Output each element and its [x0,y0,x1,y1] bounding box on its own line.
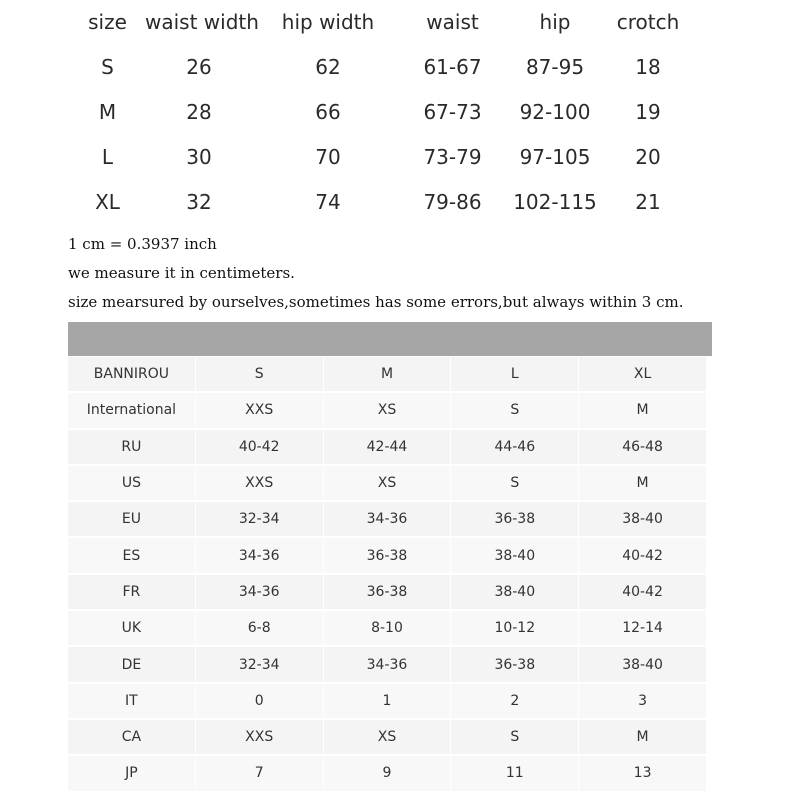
cell: 62 [315,55,341,79]
header-crotch: crotch [616,10,680,34]
cell: 38-40 [579,647,706,681]
cell: S [196,357,323,391]
cell: S [451,720,578,754]
cell: 26 [186,55,212,79]
note-error: size mearsured by ourselves,sometimes has some errors,but always within 3 cm. [68,293,684,311]
cell: 70 [315,145,341,169]
cell: 87-95 [525,55,585,79]
conversion-body [68,356,712,792]
row-label: DE [68,647,195,681]
cell: XL [579,357,706,391]
conversion-row [68,465,712,501]
cell: 38-40 [579,502,706,536]
cell: 20 [635,145,661,169]
cell: 44-46 [451,430,578,464]
header-waist: waist [426,10,479,34]
cell: 40-42 [579,538,706,572]
row-label: UK [68,611,195,645]
cell: XS [324,466,451,500]
cell: 34-36 [196,538,323,572]
header-hip: hip [539,10,571,34]
cell: 30 [186,145,212,169]
cell: XS [324,393,451,427]
cell: 32-34 [196,647,323,681]
cell: 1 [324,684,451,718]
cell: 21 [635,190,661,214]
cell: 102-115 [513,190,597,214]
cell: 36-38 [324,575,451,609]
row-label: EU [68,502,195,536]
cell: 0 [196,684,323,718]
cell: XXS [196,393,323,427]
cell: XS [324,720,451,754]
cell: 40-42 [196,430,323,464]
cell: L [451,357,578,391]
cell: 18 [635,55,661,79]
cell: 66 [315,100,341,124]
cell: 2 [451,684,578,718]
row-label: JP [68,756,195,790]
cell: 46-48 [579,430,706,464]
cell: 97-105 [519,145,591,169]
note-unit: we measure it in centimeters. [68,264,295,282]
conversion-row [68,755,712,791]
cell: 36-38 [451,502,578,536]
measurement-row [70,45,730,90]
cell: M [579,393,706,427]
measurement-row [70,135,730,180]
cell: 38-40 [451,575,578,609]
cell: M [579,720,706,754]
measurement-row [70,180,730,225]
conversion-header-bar [68,322,712,356]
note-conversion: 1 cm = 0.3937 inch [68,235,217,253]
conversion-row [68,683,712,719]
conversion-row [68,501,712,537]
conversion-row [68,646,712,682]
cell: 36-38 [324,538,451,572]
cell: M [579,466,706,500]
row-label: US [68,466,195,500]
cell: 9 [324,756,451,790]
conversion-row [68,719,712,755]
conversion-row [68,392,712,428]
cell: 13 [579,756,706,790]
cell: 10-12 [451,611,578,645]
cell: 79-86 [423,190,482,214]
cell: 34-36 [324,647,451,681]
header-size: size [88,10,127,34]
cell: 38-40 [451,538,578,572]
cell: 40-42 [579,575,706,609]
cell: 34-36 [196,575,323,609]
measurement-row [70,90,730,135]
row-label: FR [68,575,195,609]
cell: 67-73 [423,100,482,124]
cell: 32-34 [196,502,323,536]
cell: 61-67 [423,55,482,79]
header-hip-width: hip width [281,10,375,34]
conversion-row [68,537,712,573]
row-label: RU [68,430,195,464]
cell: S [451,466,578,500]
cell: XXS [196,466,323,500]
measurement-header-row [70,0,730,45]
cell: 12-14 [579,611,706,645]
conversion-row [68,574,712,610]
cell: L [101,145,114,169]
row-label: IT [68,684,195,718]
cell: 42-44 [324,430,451,464]
cell: 3 [579,684,706,718]
row-label: International [68,393,195,427]
cell: 34-36 [324,502,451,536]
cell: XXS [196,720,323,754]
cell: 32 [186,190,212,214]
cell: 11 [451,756,578,790]
cell: XL [95,190,120,214]
cell: 19 [635,100,661,124]
cell: M [98,100,117,124]
size-conversion-table [68,322,712,792]
header-waist-width: waist width [145,10,259,34]
cell: 7 [196,756,323,790]
cell: S [101,55,114,79]
cell: 73-79 [423,145,482,169]
conversion-row [68,429,712,465]
cell: 8-10 [324,611,451,645]
conversion-row [68,610,712,646]
cell: S [451,393,578,427]
cell: 92-100 [519,100,591,124]
row-label: ES [68,538,195,572]
cell: M [324,357,451,391]
cell: 74 [315,190,341,214]
cell: 36-38 [451,647,578,681]
row-label: CA [68,720,195,754]
conversion-row [68,356,712,392]
cell: 28 [186,100,212,124]
notes [68,230,768,317]
row-label: BANNIROU [68,357,195,391]
cell: 6-8 [196,611,323,645]
